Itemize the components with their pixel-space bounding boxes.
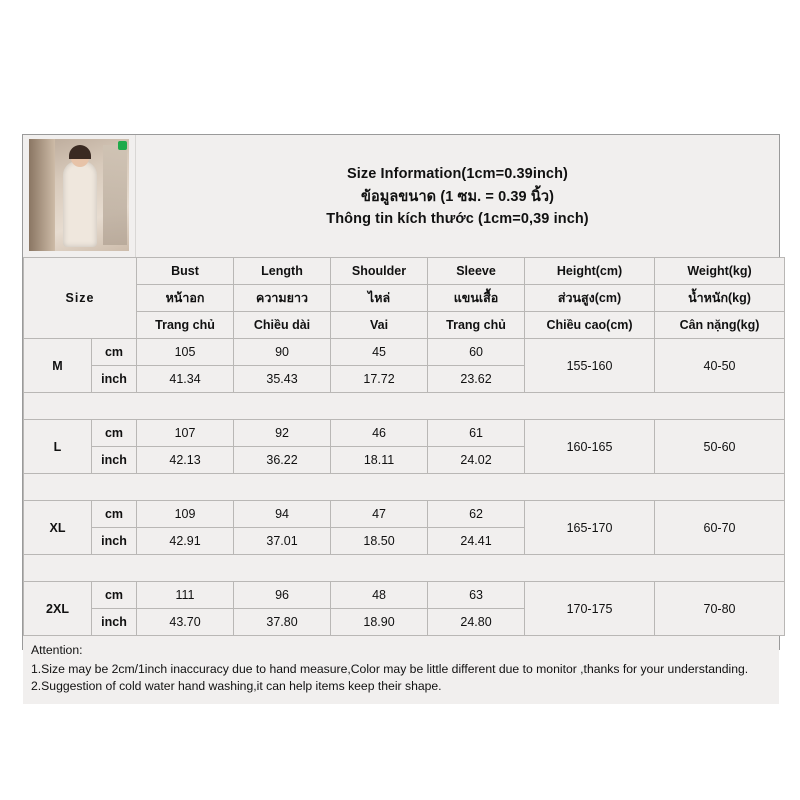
cell-weight: 40-50 bbox=[655, 339, 785, 393]
cell-bust-cm: 107 bbox=[137, 420, 234, 447]
cell-height: 160-165 bbox=[525, 420, 655, 474]
table-row bbox=[24, 582, 785, 609]
unit-label-inch: inch bbox=[92, 447, 137, 474]
green-badge-icon bbox=[118, 141, 127, 150]
unit-label-inch: inch bbox=[92, 528, 137, 555]
cell-shoulder-inch: 18.11 bbox=[331, 447, 428, 474]
size-label-m: M bbox=[24, 339, 92, 393]
cell-length-inch: 37.80 bbox=[234, 609, 331, 636]
chart-title-block bbox=[136, 135, 779, 257]
row-spacer bbox=[24, 474, 785, 501]
cell-length-inch: 36.22 bbox=[234, 447, 331, 474]
col-header-height-vi: Chiều cao(cm) bbox=[525, 312, 655, 339]
cell-bust-inch: 42.91 bbox=[137, 528, 234, 555]
cell-bust-inch: 41.34 bbox=[137, 366, 234, 393]
cell-shoulder-cm: 46 bbox=[331, 420, 428, 447]
cell-shoulder-inch: 17.72 bbox=[331, 366, 428, 393]
col-header-length-vi: Chiều dài bbox=[234, 312, 331, 339]
cell-bust-cm: 111 bbox=[137, 582, 234, 609]
col-header-weight-th: น้ำหนัก(kg) bbox=[655, 285, 785, 312]
cell-shoulder-cm: 48 bbox=[331, 582, 428, 609]
col-header-weight-vi: Cân nặng(kg) bbox=[655, 312, 785, 339]
col-header-sleeve-en: Sleeve bbox=[428, 258, 525, 285]
table-row bbox=[24, 420, 785, 447]
col-header-weight-en: Weight(kg) bbox=[655, 258, 785, 285]
table-row bbox=[24, 339, 785, 366]
attention-line-1: 1.Size may be 2cm/1inch inaccuracy due to hand measure,Color may be little different due to monitor ,thanks for your understanding. bbox=[31, 661, 749, 676]
chart-header bbox=[23, 135, 779, 257]
size-label-2xl: 2XL bbox=[24, 582, 92, 636]
cell-sleeve-cm: 62 bbox=[428, 501, 525, 528]
cell-shoulder-inch: 18.50 bbox=[331, 528, 428, 555]
unit-label-cm: cm bbox=[92, 501, 137, 528]
cell-height: 165-170 bbox=[525, 501, 655, 555]
cell-weight: 70-80 bbox=[655, 582, 785, 636]
cell-bust-inch: 43.70 bbox=[137, 609, 234, 636]
cell-shoulder-cm: 47 bbox=[331, 501, 428, 528]
size-corner-cell: Size bbox=[24, 258, 137, 339]
cell-sleeve-cm: 61 bbox=[428, 420, 525, 447]
size-label-l: L bbox=[24, 420, 92, 474]
cell-sleeve-inch: 24.02 bbox=[428, 447, 525, 474]
cell-shoulder-inch: 18.90 bbox=[331, 609, 428, 636]
unit-label-cm: cm bbox=[92, 420, 137, 447]
title-line-en: Size Information(1cm=0.39inch) bbox=[347, 165, 568, 182]
col-header-length-th: ความยาว bbox=[234, 285, 331, 312]
table-header-row-vi bbox=[24, 312, 785, 339]
cell-bust-cm: 109 bbox=[137, 501, 234, 528]
size-table bbox=[23, 257, 785, 636]
product-photo bbox=[29, 139, 129, 251]
cell-weight: 60-70 bbox=[655, 501, 785, 555]
col-header-shoulder-vi: Vai bbox=[331, 312, 428, 339]
col-header-bust-th: หน้าอก bbox=[137, 285, 234, 312]
unit-label-cm: cm bbox=[92, 339, 137, 366]
unit-label-inch: inch bbox=[92, 609, 137, 636]
unit-label-cm: cm bbox=[92, 582, 137, 609]
row-spacer bbox=[24, 555, 785, 582]
col-header-length-en: Length bbox=[234, 258, 331, 285]
cell-length-cm: 90 bbox=[234, 339, 331, 366]
cell-sleeve-cm: 60 bbox=[428, 339, 525, 366]
col-header-sleeve-th: แขนเสื้อ bbox=[428, 285, 525, 312]
cell-weight: 50-60 bbox=[655, 420, 785, 474]
col-header-bust-vi: Trang chủ bbox=[137, 312, 234, 339]
cell-length-inch: 35.43 bbox=[234, 366, 331, 393]
col-header-shoulder-th: ไหล่ bbox=[331, 285, 428, 312]
cell-bust-inch: 42.13 bbox=[137, 447, 234, 474]
cell-sleeve-cm: 63 bbox=[428, 582, 525, 609]
attention-line-2: 2.Suggestion of cold water hand washing,it can help items keep their shape. bbox=[31, 679, 442, 694]
col-header-shoulder-en: Shoulder bbox=[331, 258, 428, 285]
cell-length-cm: 92 bbox=[234, 420, 331, 447]
size-label-xl: XL bbox=[24, 501, 92, 555]
title-line-th: ข้อมูลขนาด (1 ซม. = 0.39 นิ้ว) bbox=[360, 188, 555, 205]
title-line-vi: Thông tin kích thước (1cm=0,39 inch) bbox=[326, 210, 589, 227]
product-thumbnail-cell bbox=[23, 135, 136, 257]
cell-length-inch: 37.01 bbox=[234, 528, 331, 555]
table-row bbox=[24, 501, 785, 528]
size-chart-container bbox=[22, 134, 780, 694]
table-header-row-en bbox=[24, 258, 785, 285]
attention-title: Attention: bbox=[31, 643, 83, 657]
cell-bust-cm: 105 bbox=[137, 339, 234, 366]
cell-length-cm: 94 bbox=[234, 501, 331, 528]
cell-height: 155-160 bbox=[525, 339, 655, 393]
col-header-bust-en: Bust bbox=[137, 258, 234, 285]
cell-sleeve-inch: 24.80 bbox=[428, 609, 525, 636]
cell-length-cm: 96 bbox=[234, 582, 331, 609]
row-spacer bbox=[24, 393, 785, 420]
col-header-sleeve-vi: Trang chủ bbox=[428, 312, 525, 339]
col-header-height-en: Height(cm) bbox=[525, 258, 655, 285]
cell-sleeve-inch: 24.41 bbox=[428, 528, 525, 555]
cell-shoulder-cm: 45 bbox=[331, 339, 428, 366]
unit-label-inch: inch bbox=[92, 366, 137, 393]
cell-sleeve-inch: 23.62 bbox=[428, 366, 525, 393]
col-header-height-th: ส่วนสูง(cm) bbox=[525, 285, 655, 312]
cell-height: 170-175 bbox=[525, 582, 655, 636]
table-header-row-th bbox=[24, 285, 785, 312]
attention-block bbox=[23, 636, 779, 704]
